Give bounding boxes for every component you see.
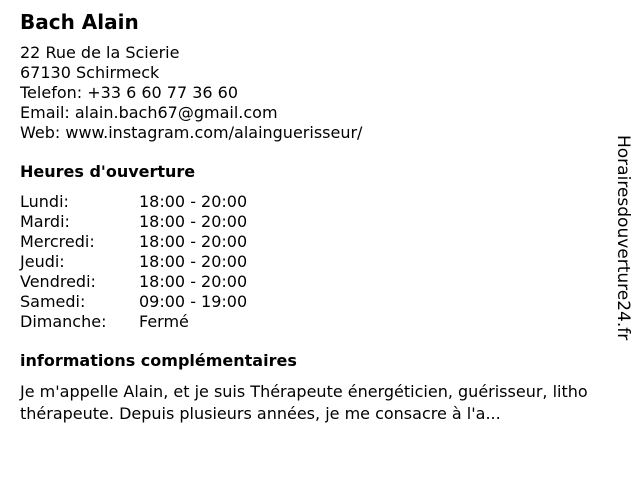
website-link[interactable]: Web: www.instagram.com/alainguerisseur/ — [20, 123, 363, 142]
address-street: 22 Rue de la Scierie — [20, 43, 180, 62]
hours-row-tuesday — [20, 212, 600, 232]
hours-row-sunday — [20, 312, 600, 332]
opening-hours-heading: Heures d'ouverture — [20, 162, 196, 181]
time-range: 18:00 - 20:00 — [139, 272, 248, 291]
day-label: Dimanche: — [20, 312, 107, 331]
phone-number[interactable]: Telefon: +33 6 60 77 36 60 — [20, 83, 239, 102]
time-range: 18:00 - 20:00 — [139, 212, 248, 231]
business-card — [20, 10, 600, 425]
day-label: Mercredi: — [20, 232, 95, 251]
time-range: 09:00 - 19:00 — [139, 292, 248, 311]
hours-row-wednesday — [20, 232, 600, 252]
day-label: Samedi: — [20, 292, 86, 311]
day-label: Mardi: — [20, 212, 70, 231]
additional-info-text: Je m'appelle Alain, et je suis Thérapeute énergéticien, guérisseur, lithothérapeute. Depuis plusieurs années, je me consacre à l'a... — [20, 382, 588, 423]
time-range: 18:00 - 20:00 — [139, 192, 248, 211]
address-city: 67130 Schirmeck — [20, 63, 160, 82]
time-range: 18:00 - 20:00 — [139, 232, 248, 251]
day-label: Lundi: — [20, 192, 69, 211]
additional-info-heading: informations complémentaires — [20, 351, 297, 370]
day-label: Vendredi: — [20, 272, 96, 291]
hours-row-thursday — [20, 252, 600, 272]
hours-row-saturday — [20, 292, 600, 312]
time-range: 18:00 - 20:00 — [139, 252, 248, 271]
time-range: Fermé — [139, 312, 189, 331]
hours-row-monday — [20, 192, 600, 212]
email-address[interactable]: Email: alain.bach67@gmail.com — [20, 103, 278, 122]
business-name: Bach Alain — [20, 10, 139, 34]
hours-row-friday — [20, 272, 600, 292]
opening-hours-table — [20, 192, 600, 332]
site-watermark: Horairesdouverture24.fr — [613, 135, 633, 341]
day-label: Jeudi: — [20, 252, 65, 271]
